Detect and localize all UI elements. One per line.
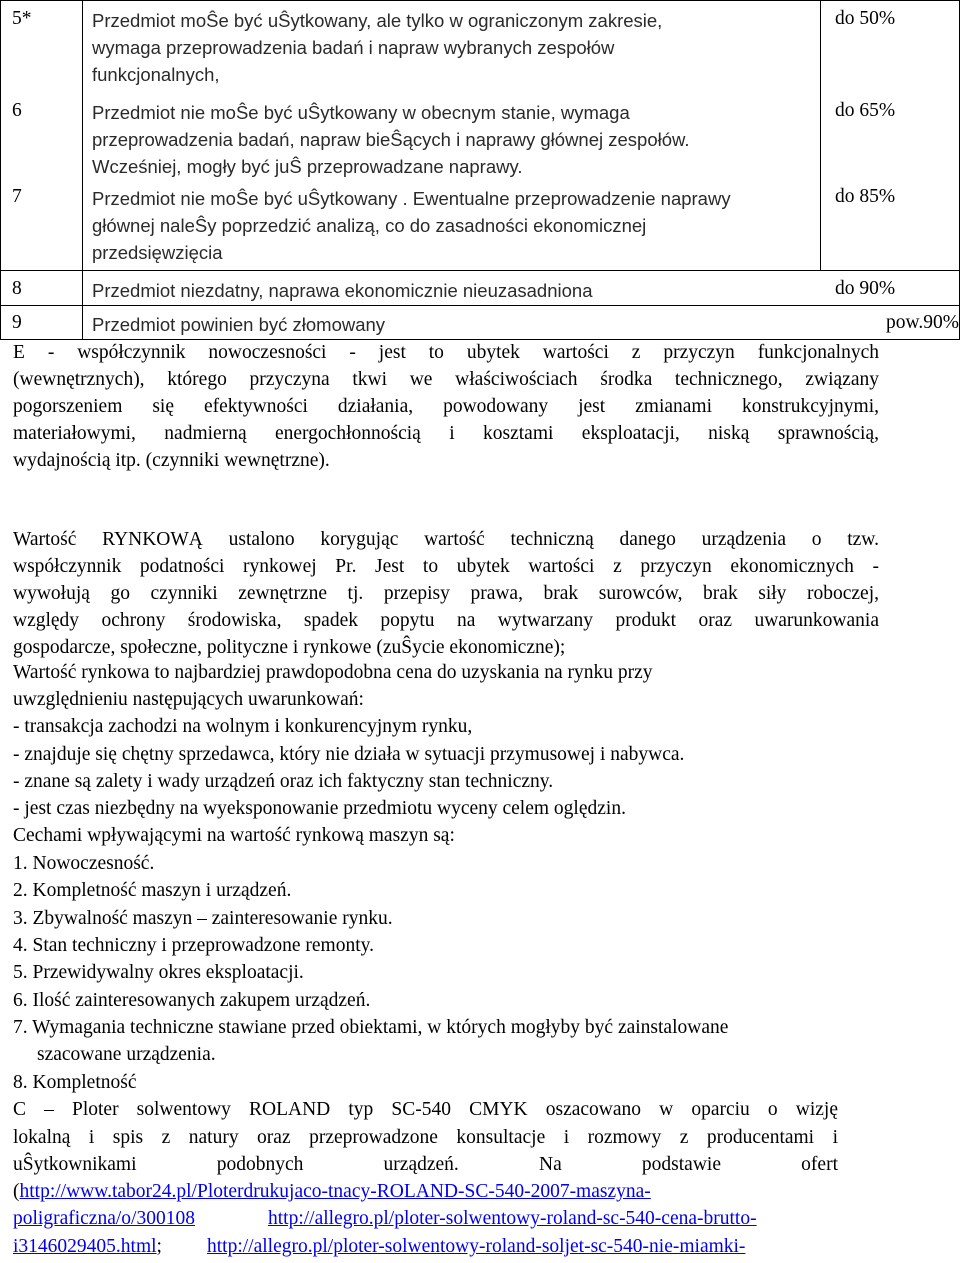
paragraph-line — [13, 1181, 651, 1203]
table-row-number: 9 — [12, 312, 22, 333]
table-row-description — [92, 185, 731, 266]
list-item: 8. Kompletność — [13, 1072, 137, 1093]
paragraph-line — [13, 1208, 195, 1230]
paragraph-line: uŜytkownikami podobnych urządzeń. Na podstawie ofert — [13, 1154, 838, 1175]
table-row-value: do 90% — [835, 278, 896, 299]
list-item-continuation: szacowane urządzenia. — [37, 1044, 216, 1065]
allegro-link-soljet[interactable]: http://allegro.pl/ploter-solwentowy-roland-soljet-sc-540-nie-miamki- — [207, 1236, 746, 1257]
table-border — [0, 270, 960, 271]
paragraph-line — [207, 1236, 745, 1258]
paragraph-line: wydajnością itp. (czynniki wewnętrzne). — [13, 450, 330, 471]
table-border — [820, 0, 821, 271]
table-border — [0, 305, 960, 306]
list-item: - znane są zalety i wady urządzeń oraz ich faktyczny stan techniczny. — [13, 771, 554, 792]
table-border — [0, 339, 960, 340]
description-line: funkcjonalnych, — [92, 64, 220, 85]
table-row-value: do 85% — [835, 186, 896, 207]
paragraph-line: C – Ploter solwentowy ROLAND typ SC-540 CMYK oszacowano w oparciu o wizję — [13, 1099, 838, 1120]
table-row-description — [92, 7, 662, 88]
table-border — [0, 0, 1, 340]
list-item: 5. Przewidywalny okres eksploatacji. — [13, 962, 304, 983]
table-border — [0, 0, 960, 1]
list-item: 7. Wymagania techniczne stawiane przed obiektami, w których mogłyby być zainstalowane — [13, 1017, 729, 1038]
description-line: przedsięwzięcia — [92, 242, 223, 263]
list-item: 1. Nowoczesność. — [13, 853, 155, 874]
description-line: przeprowadzenia badań, napraw bieŜących i naprawy głównej zespołów. — [92, 129, 690, 150]
list-item: 6. Ilość zainteresowanych zakupem urządzeń. — [13, 990, 371, 1011]
tabor24-link-continued[interactable]: poligraficzna/o/300108 — [13, 1208, 195, 1229]
table-row-value: do 65% — [835, 100, 896, 121]
description-line: Przedmiot nie moŜe być uŜytkowany w obecnym stanie, wymaga — [92, 102, 630, 123]
description-line: Przedmiot moŜe być uŜytkowany, ale tylko w ograniczonym zakresie, — [92, 10, 663, 31]
paragraph-line: materiałowymi, nadmierną energochłonnością i kosztami eksploatacji, niską sprawnością, — [13, 423, 879, 444]
paragraph-line: Wartość rynkowa to najbardziej prawdopodobna cena do uzyskania na rynku przy — [13, 662, 653, 683]
paragraph-line: gospodarcze, społeczne, polityczne i rynkowe (zuŜycie ekonomiczne); — [13, 637, 566, 658]
table-row-number: 8 — [12, 278, 22, 299]
list-item: - transakcja zachodzi na wolnym i konkurencyjnym rynku, — [13, 716, 473, 737]
list-item: 4. Stan techniczny i przeprowadzone remonty. — [13, 935, 374, 956]
table-row-number: 5* — [12, 8, 32, 29]
tabor24-link[interactable]: http://www.tabor24.pl/Ploterdrukujaco-tnacy-ROLAND-SC-540-2007-maszyna- — [19, 1181, 651, 1202]
open-paren: ( — [13, 1181, 20, 1202]
paragraph-line: względy ochrony środowiska, spadek popytu na wytwarzany produkt oraz uwarunkowania — [13, 610, 879, 631]
table-border — [82, 0, 83, 340]
description-line: wymaga przeprowadzenia badań i napraw wybranych zespołów — [92, 37, 615, 58]
description-line: głównej naleŜy poprzedzić analizą, co do zasadności ekonomicznej — [92, 215, 647, 236]
table-row-value: do 50% — [835, 8, 896, 29]
link-separator: ; — [156, 1236, 162, 1257]
paragraph-line — [13, 1236, 162, 1258]
description-line: Wcześniej, mogły być juŜ przeprowadzane naprawy. — [92, 156, 523, 177]
table-row-number: 7 — [12, 186, 22, 207]
features-heading: Cechami wpływającymi na wartość rynkową maszyn są: — [13, 825, 455, 846]
allegro-link-sc540-cena[interactable]: http://allegro.pl/ploter-solwentowy-roland-sc-540-cena-brutto- — [268, 1208, 757, 1229]
allegro-link-sc540-cena-continued[interactable]: i3146029405.html — [13, 1236, 157, 1257]
condition-table — [0, 0, 960, 345]
paragraph-line: lokalną i spis z natury oraz przeprowadzone konsultacje i rozmowy z producentami i — [13, 1127, 838, 1148]
paragraph-line: E - współczynnik nowoczesności - jest to ubytek wartości z przyczyn funkcjonalnych — [13, 342, 879, 363]
table-row-number: 6 — [12, 100, 22, 121]
paragraph-line: pogorszeniem się efektywności działania, powodowany jest zmianami konstrukcyjnymi, — [13, 396, 879, 417]
paragraph-line: wywołują go czynniki zewnętrzne tj. przepisy prawa, brak surowców, brak siły roboczej, — [13, 583, 879, 604]
list-item: 2. Kompletność maszyn i urządzeń. — [13, 880, 292, 901]
table-row-description — [92, 99, 690, 180]
paragraph-line: (wewnętrznych), którego przyczyna tkwi we właściwościach środka technicznego, związany — [13, 369, 879, 390]
table-row-description: Przedmiot niezdatny, naprawa ekonomicznie nieuzasadniona — [92, 280, 593, 301]
paragraph-line: Wartość RYNKOWĄ ustalono korygując wartość techniczną danego urządzenia o tzw. — [13, 529, 879, 550]
list-item: - znajduje się chętny sprzedawca, który nie działa w sytuacji przymusowej i nabywca. — [13, 744, 685, 765]
paragraph-line — [268, 1208, 757, 1230]
description-line: Przedmiot nie moŜe być uŜytkowany . Ewentualne przeprowadzenie naprawy — [92, 188, 731, 209]
list-item: - jest czas niezbędny na wyeksponowanie przedmiotu wyceny celem oględzin. — [13, 798, 626, 819]
paragraph-line: uwzględnieniu następujących uwarunkowań: — [13, 689, 364, 710]
table-row-value: pow.90% — [886, 312, 959, 333]
list-item: 3. Zbywalność maszyn – zainteresowanie rynku. — [13, 908, 393, 929]
table-row-description: Przedmiot powinien być złomowany — [92, 314, 386, 335]
paragraph-line: współczynnik podatności rynkowej Pr. Jest to ubytek wartości z przyczyn ekonomicznych - — [13, 556, 879, 577]
